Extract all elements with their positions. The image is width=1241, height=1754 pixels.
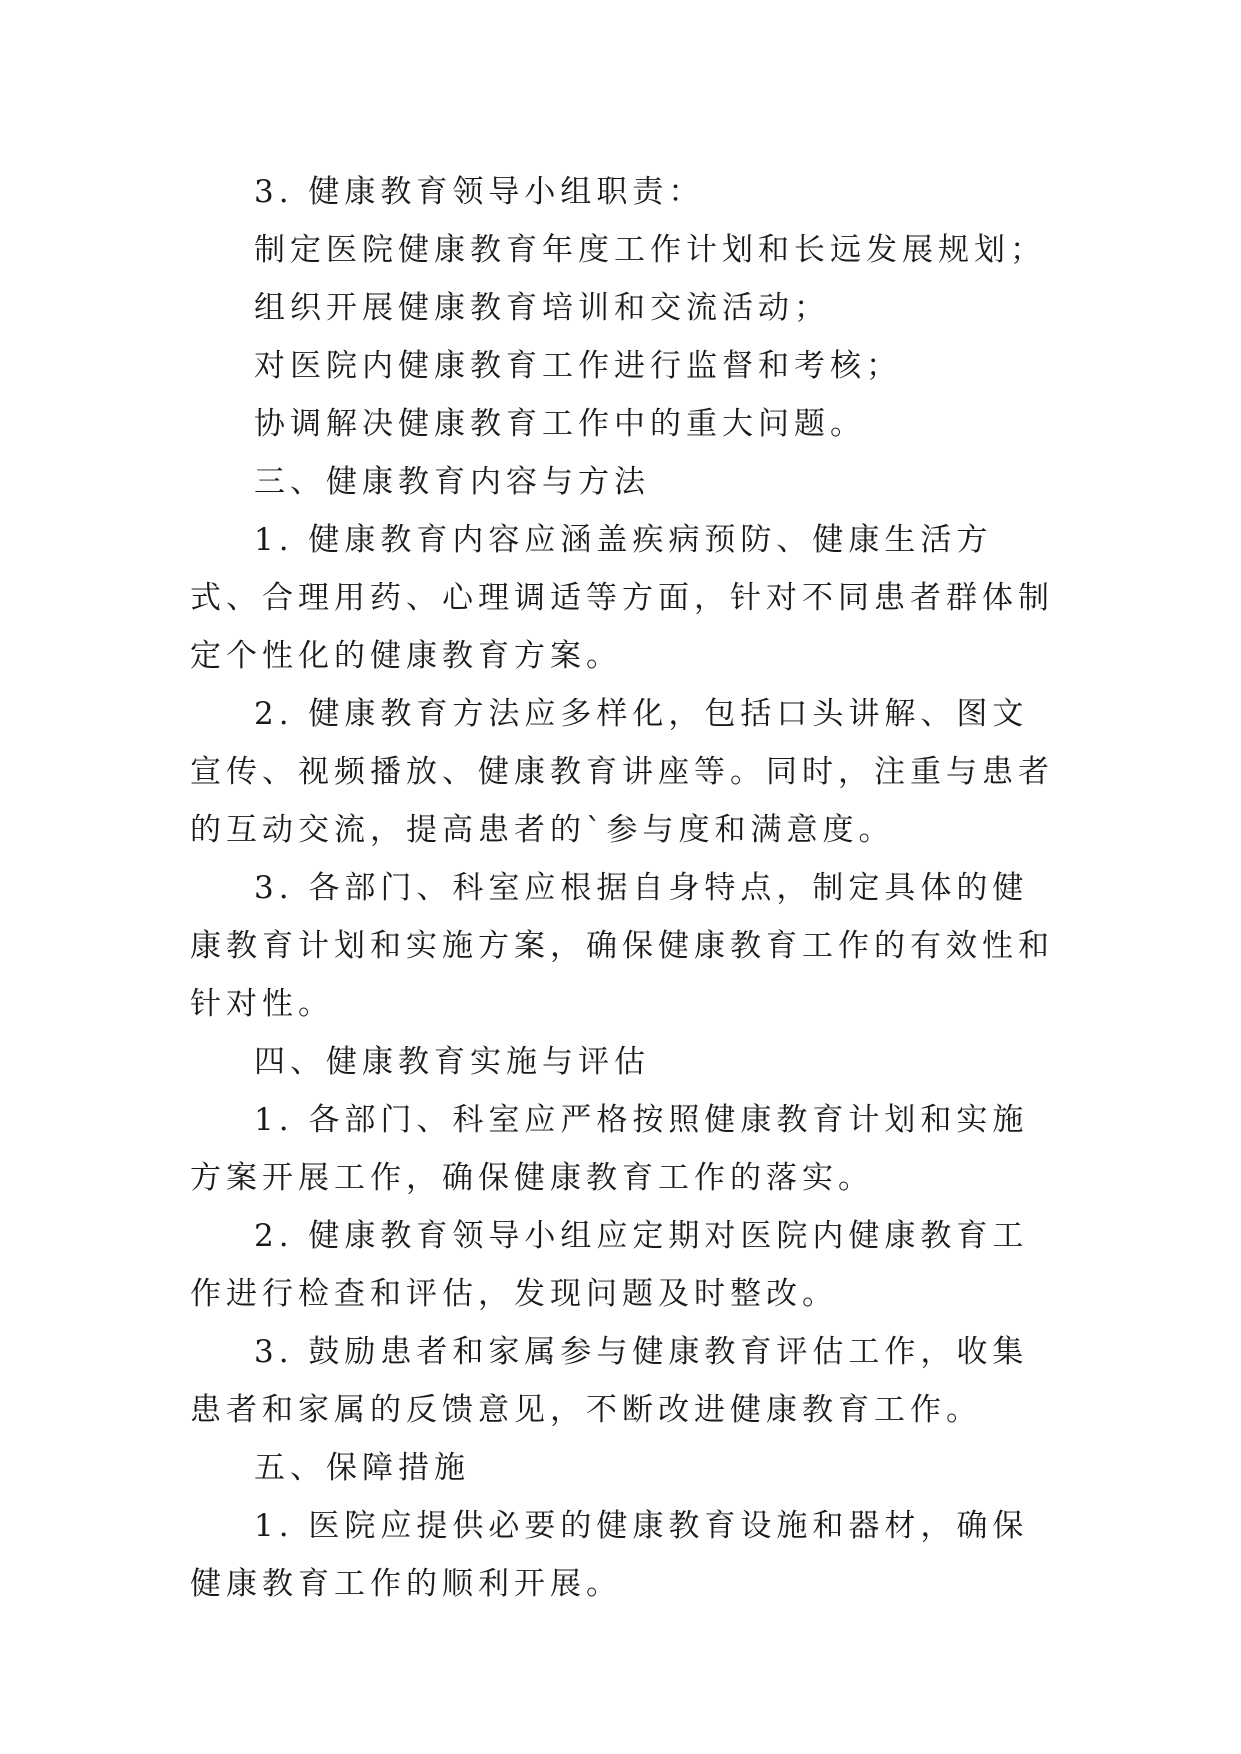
duty-item-supervision: 对医院内健康教育工作进行监督和考核； <box>254 348 902 384</box>
duty-item-training: 组织开展健康教育培训和交流活动； <box>254 290 830 326</box>
section-heading-content-methods: 三、健康教育内容与方法 <box>254 464 650 500</box>
document-body <box>190 163 1060 1613</box>
content-paragraph-2: 2. 健康教育方法应多样化，包括口头讲解、图文宣传、视频播放、健康教育讲座等。同时，注重与患者的互动交流，提高患者的`参与度和满意度。 <box>190 696 1054 848</box>
duty-item-coordination: 协调解决健康教育工作中的重大问题。 <box>254 406 866 442</box>
section-heading-safeguards: 五、保障措施 <box>254 1450 470 1486</box>
section-heading-implementation: 四、健康教育实施与评估 <box>254 1044 650 1080</box>
content-paragraph-1: 1. 健康教育内容应涵盖疾病预防、健康生活方式、合理用药、心理调适等方面，针对不同患者群体制定个性化的健康教育方案。 <box>190 522 1054 674</box>
duty-intro-paragraph: 3. 健康教育领导小组职责： <box>254 174 705 210</box>
implementation-paragraph-1: 1. 各部门、科室应严格按照健康教育计划和实施方案开展工作，确保健康教育工作的落实。 <box>190 1102 1029 1196</box>
safeguards-paragraph-1: 1. 医院应提供必要的健康教育设施和器材，确保健康教育工作的顺利开展。 <box>190 1508 1029 1602</box>
implementation-paragraph-3: 3. 鼓励患者和家属参与健康教育评估工作，收集患者和家属的反馈意见，不断改进健康教育工作。 <box>190 1334 1029 1428</box>
implementation-paragraph-2: 2. 健康教育领导小组应定期对医院内健康教育工作进行检查和评估，发现问题及时整改。 <box>190 1218 1029 1312</box>
duty-item-plan: 制定医院健康教育年度工作计划和长远发展规划； <box>254 232 1046 268</box>
content-paragraph-3: 3. 各部门、科室应根据自身特点，制定具体的健康教育计划和实施方案，确保健康教育工作的有效性和针对性。 <box>190 870 1054 1022</box>
